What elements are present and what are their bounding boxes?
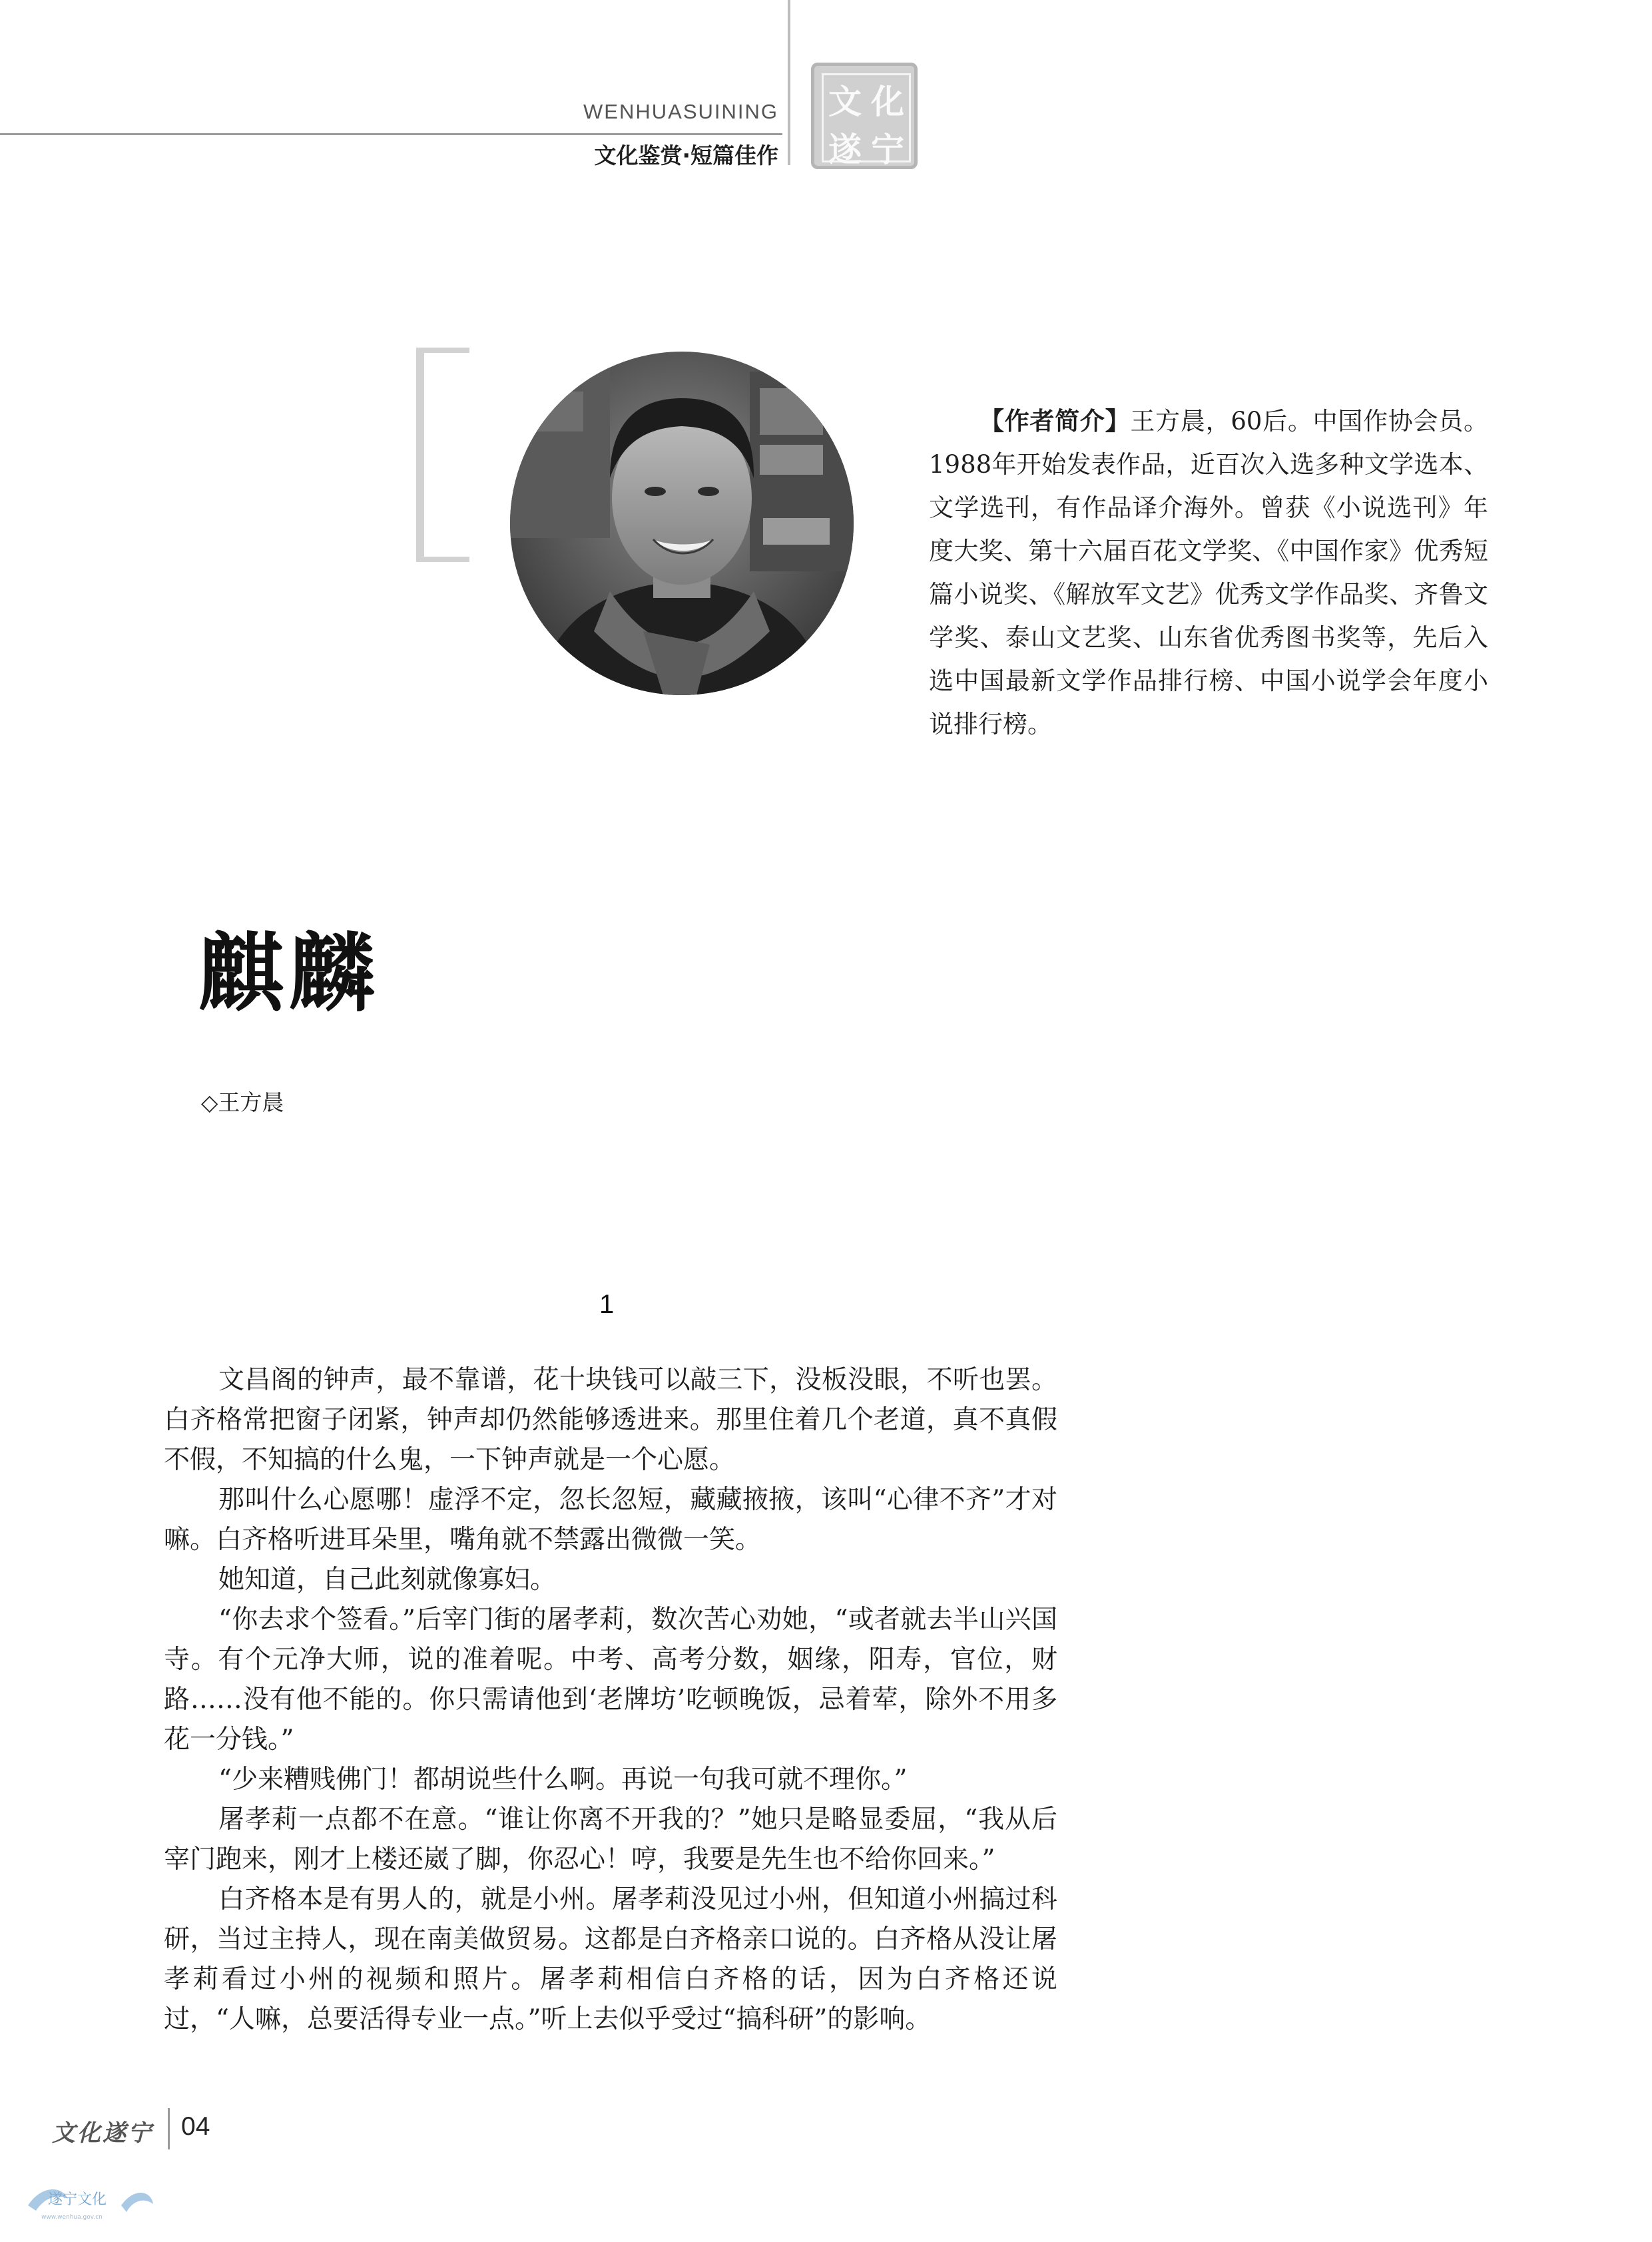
- header-rule: [0, 133, 782, 135]
- seal-char: 文: [828, 82, 862, 121]
- author-portrait: [510, 352, 854, 695]
- bio-text: 王方晨，60后。中国作协会员。1988年开始发表作品，近百次入选多种文学选本、文学选刊，有作品译介海外。曾获《小说选刊》年度大奖、第十六届百花文学奖、《中国作家》优秀短篇小说奖、《解放军文艺》优秀文学作品奖、齐鲁文学奖、泰山文艺奖、山东省优秀图书奖等，先后入选中国最新文学作品排行榜、中国小说学会年度小说排行榜。: [929, 407, 1489, 738]
- watermark-url: www.wenhua.gov.cn: [41, 2214, 103, 2221]
- paragraph: 那叫什么心愿哪！虚浮不定，忽长忽短，藏藏掖掖，该叫“心律不齐”才对嘛。白齐格听进耳朵里，嘴角就不禁露出微微一笑。: [164, 1485, 1057, 1555]
- author-bio: [929, 400, 1488, 746]
- paragraph: 文昌阁的钟声，最不靠谱，花十块钱可以敲三下，没板没眼，不听也罢。白齐格常把窗子闭紧，钟声却仍然能够透进来。那里住着几个老道，真不真假不假，不知搞的什么鬼，一下钟声就是一个心愿。: [164, 1365, 1057, 1475]
- article-body: [164, 1360, 1057, 2040]
- decorative-bracket: [416, 348, 469, 562]
- article-byline: ◇王方晨: [201, 1089, 284, 1115]
- footer-magazine-mark: 文化遂宁: [52, 2119, 154, 2147]
- paragraph: “你去求个签看。”后宰门街的屠孝莉，数次苦心劝她，“或者就去半山兴国寺。有个元净大师，说的准着呢。中考、高考分数，姻缘，阳寿，官位，财路……没有他不能的。你只需请他到‘老牌坊’吃顿晚饭，忌着荤，除外不用多花一分钱。”: [164, 1605, 1057, 1755]
- seal-char: 宁: [871, 130, 904, 169]
- paragraph: “少来糟贱佛门！都胡说些什么啊。再说一句我可就不理你。”: [218, 1765, 908, 1795]
- seal-char: 遂: [828, 130, 862, 169]
- page-number: 04: [181, 2112, 210, 2141]
- header-divider: [788, 0, 790, 165]
- header-english-title: WENHUASUINING: [583, 100, 778, 123]
- bio-label: 【作者简介】: [979, 407, 1131, 435]
- paragraph: 白齐格本是有男人的，就是小州。屠孝莉没见过小州，但知道小州搞过科研，当过主持人，现在南美做贸易。这都是白齐格亲口说的。白齐格从没让屠孝莉看过小州的视频和照片。屠孝莉相信白齐格的话，因为白齐格还说过，“人嘛，总要活得专业一点。”听上去似乎受过“搞科研”的影响。: [164, 1884, 1057, 2034]
- paragraph: 她知道，自己此刻就像寡妇。: [218, 1565, 557, 1595]
- paragraph: 屠孝莉一点都不在意。“谁让你离不开我的？”她只是略显委屈，“我从后宰门跑来，刚才上楼还崴了脚，你忍心！哼，我要是先生也不给你回来。”: [164, 1805, 1057, 1874]
- header-section-title: 文化鉴赏·短篇佳作: [594, 142, 778, 168]
- article-title: 麒麟: [198, 924, 380, 1023]
- seal-char: 化: [871, 82, 904, 121]
- section-number: 1: [599, 1290, 615, 1319]
- footer-divider: [168, 2108, 170, 2149]
- watermark-logo: [21, 2179, 154, 2225]
- magazine-seal-logo: [811, 63, 918, 169]
- watermark-text: 遂宁文化: [48, 2191, 107, 2208]
